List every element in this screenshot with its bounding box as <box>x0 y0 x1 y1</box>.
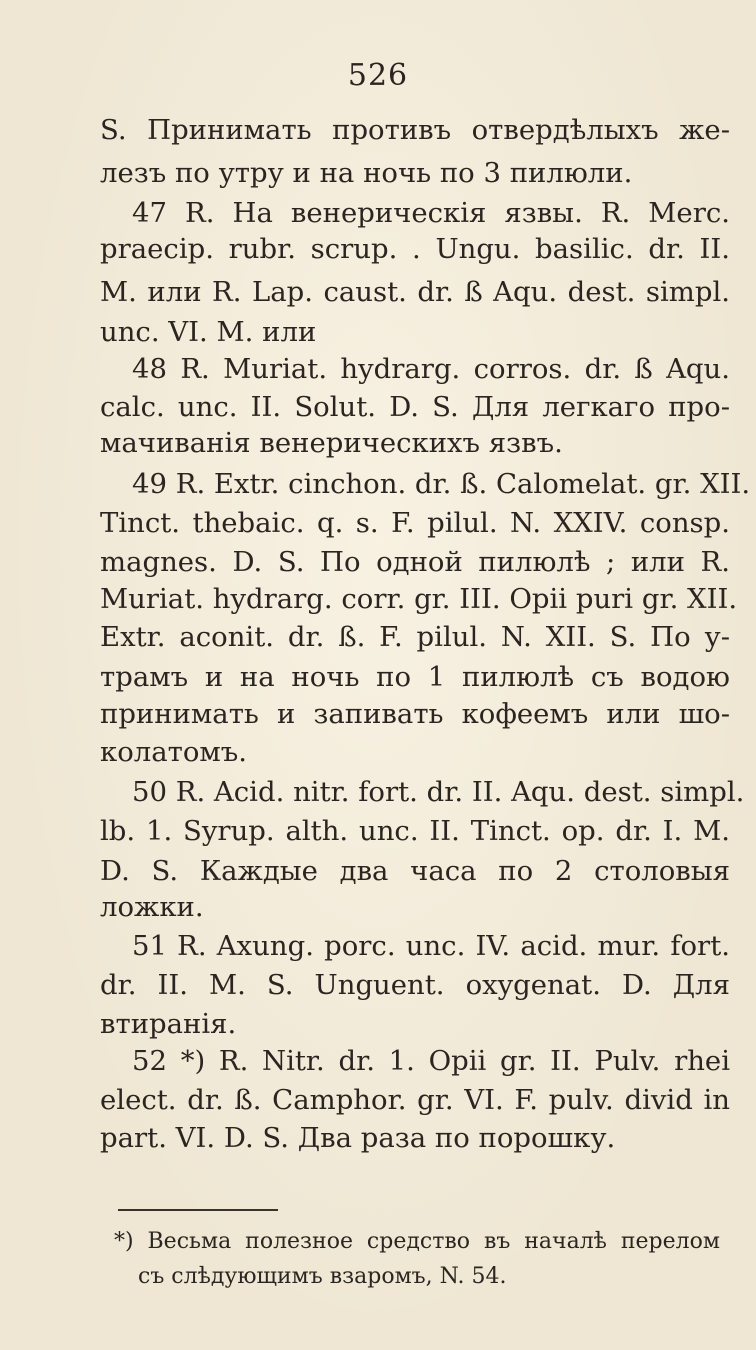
recipe-51-line: 51 R. Axung. porc. unc. IV. acid. mur. fort. <box>132 930 730 962</box>
text-line: Extr. aconit. dr. ß. F. pilul. N. XII. S. По у- <box>100 621 730 653</box>
text-line: трамъ и на ночь по 1 пилюлѣ съ водою <box>100 661 730 693</box>
footnote-line: *) Весьма полезное средство въ началѣ перелом <box>114 1229 720 1254</box>
text-line: praecip. rubr. scrup. . Ungu. basilic. dr. II. <box>100 233 730 265</box>
text-line: колатомъ. <box>100 736 248 768</box>
text-line: S. Принимать противъ отвердѣлыхъ же- <box>100 114 730 146</box>
recipe-52-line: 52 *) R. Nitr. dr. 1. Opii gr. II. Pulv. rhei <box>132 1045 730 1077</box>
footnote-line: съ слѣдующимъ взаромъ, N. 54. <box>138 1264 507 1289</box>
text-line: Muriat. hydrarg. corr. gr. III. Opii puri gr. XII. <box>100 583 738 615</box>
text-line: D. S. Каждые два часа по 2 столовыя <box>100 855 730 887</box>
text-line: unc. VI. M. или <box>100 316 317 348</box>
text-line: принимать и запивать кофеемъ или шо- <box>100 698 730 730</box>
recipe-47-line: 47 R. На венерическія язвы. R. Merc. <box>132 197 730 229</box>
text-line: part. VI. D. S. Два раза по порошку. <box>100 1122 616 1154</box>
text-line: M. или R. Lap. caust. dr. ß Aqu. dest. simpl. <box>100 276 730 308</box>
recipe-48-line: 48 R. Muriat. hydrarg. corros. dr. ß Aqu. <box>132 353 730 385</box>
text-line: lb. 1. Syrup. alth. unc. II. Tinct. op. dr. I. M. <box>100 815 730 847</box>
text-line: elect. dr. ß. Camphor. gr. VI. F. pulv. divid in <box>100 1084 730 1116</box>
footnote-divider <box>118 1209 278 1211</box>
text-line: лезъ по утру и на ночь по 3 пилюли. <box>100 157 633 189</box>
text-line: calc. unc. II. Solut. D. S. Для легкаго про- <box>100 391 730 423</box>
text-line: ложки. <box>100 891 204 923</box>
text-line: мачиванія венерическихъ язвъ. <box>100 427 563 459</box>
text-line: Tinct. thebaic. q. s. F. pilul. N. XXIV. consp. <box>100 507 730 539</box>
recipe-49-line: 49 R. Extr. cinchon. dr. ß. Calomelat. gr. XII. <box>132 468 751 500</box>
recipe-50-line: 50 R. Acid. nitr. fort. dr. II. Aqu. dest. simpl. <box>132 776 745 808</box>
text-line: dr. II. M. S. Unguent. oxygenat. D. Для <box>100 969 730 1001</box>
text-line: magnes. D. S. По одной пилюлѣ ; или R. <box>100 546 730 578</box>
text-line: втиранія. <box>100 1008 237 1040</box>
page-number: 526 <box>347 58 409 93</box>
